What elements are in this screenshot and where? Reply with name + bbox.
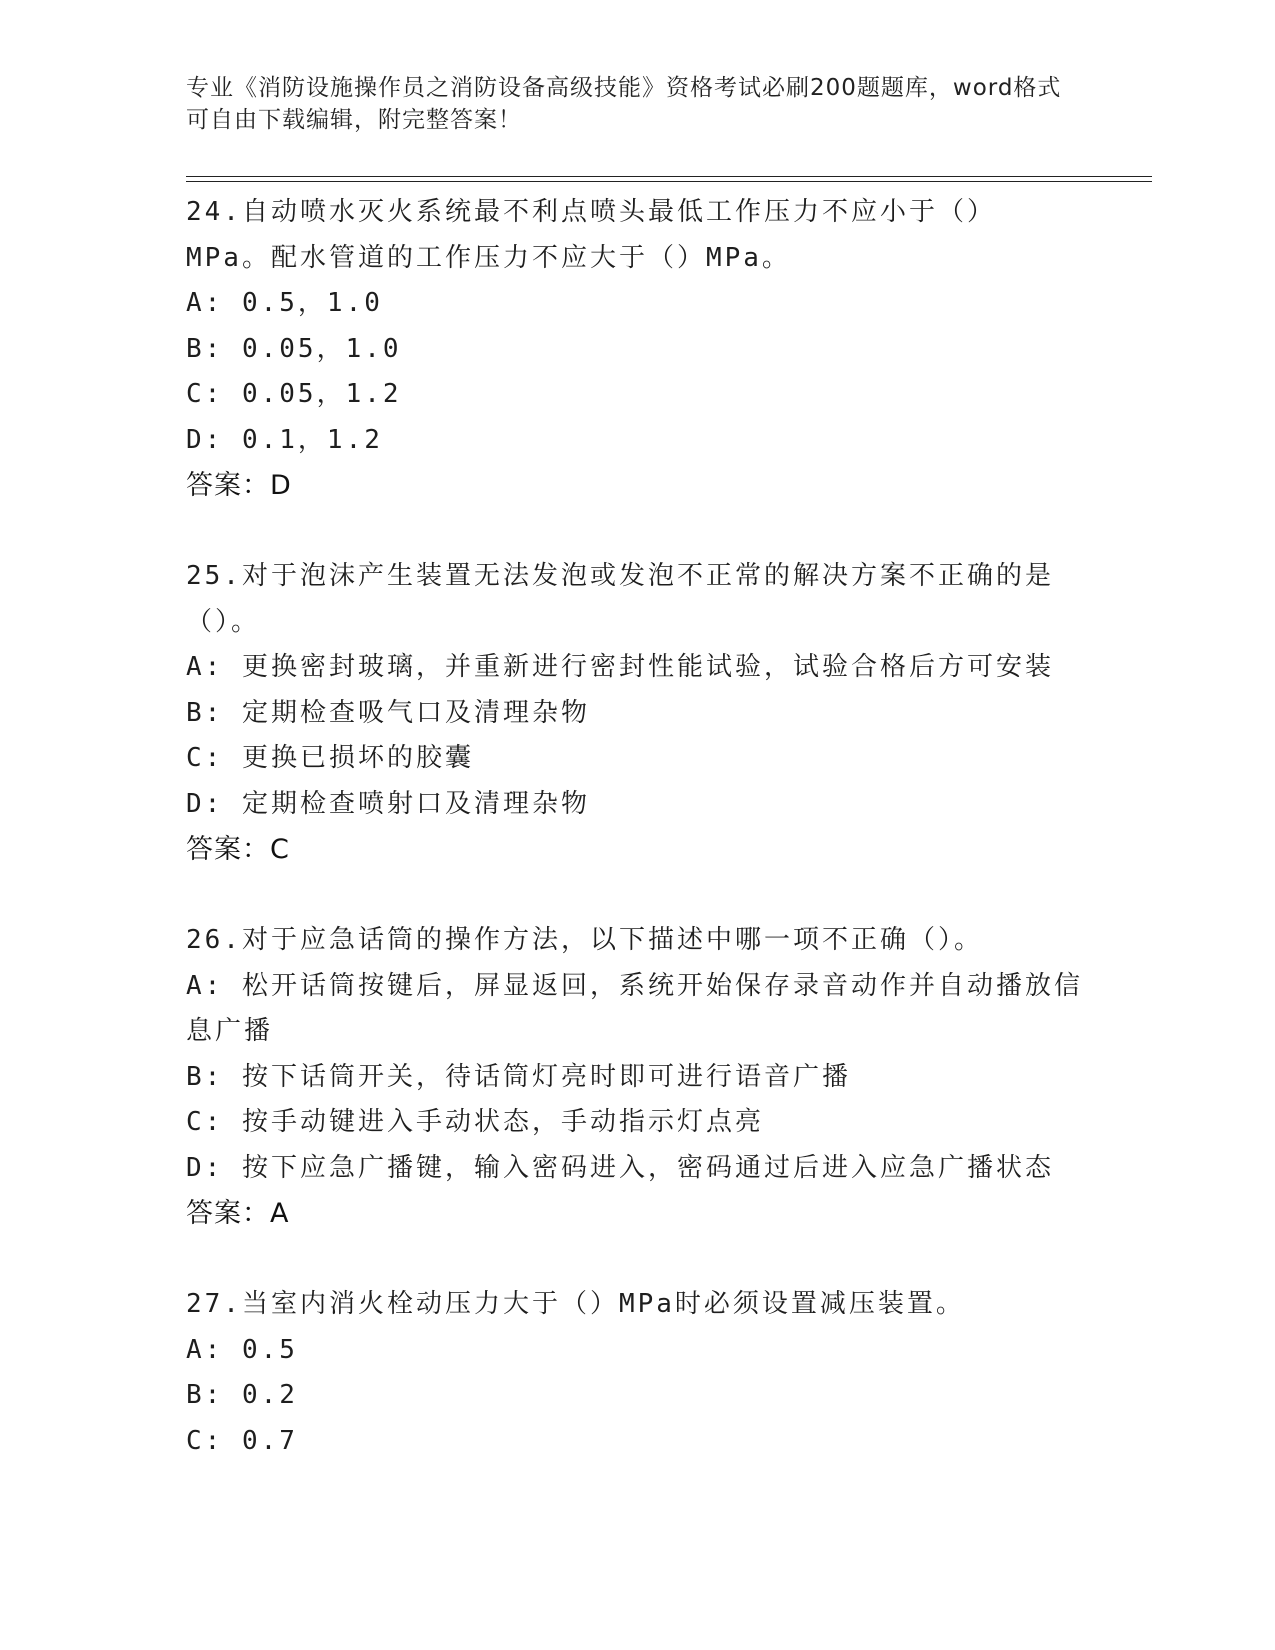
option-d: D: 0.1，1.2 (186, 424, 383, 455)
option-a: A: 更换密封玻璃，并重新进行密封性能试验，试验合格后方可安装 (186, 652, 1054, 682)
answer-label: 答案：D (186, 470, 292, 501)
header-rule-top (186, 176, 1152, 177)
question-stem: 24.自动喷水灭火系统最不利点喷头最低工作压力不应小于（）MPa。配水管道的工作压力不应大于（）MPa。 (186, 197, 996, 273)
question-list (186, 190, 1086, 1464)
question-25 (186, 554, 1086, 872)
answer-label: 答案：C (186, 834, 290, 865)
question-stem: 25.对于泡沫产生装置无法发泡或发泡不正常的解决方案不正确的是（）。 (186, 561, 1054, 637)
option-b: B: 按下话筒开关，待话筒灯亮时即可进行语音广播 (186, 1061, 851, 1092)
question-26 (186, 918, 1086, 1236)
option-c: C: 按手动键进入手动状态，手动指示灯点亮 (186, 1107, 764, 1137)
answer-label: 答案：A (186, 1198, 290, 1229)
option-a: A: 0.5，1.0 (186, 288, 383, 318)
option-d: D: 按下应急广播键，输入密码进入，密码通过后进入应急广播状态 (186, 1152, 1054, 1183)
question-stem: 27.当室内消火栓动压力大于（）MPa时必须设置减压装置。 (186, 1289, 965, 1319)
option-a: A: 0.5 (186, 1334, 298, 1365)
question-27 (186, 1282, 1086, 1464)
option-c: C: 0.05，1.2 (186, 379, 402, 409)
option-b: B: 0.2 (186, 1380, 298, 1410)
question-stem: 26.对于应急话筒的操作方法，以下描述中哪一项不正确（）。 (186, 925, 983, 955)
option-a: A: 松开话筒按键后，屏显返回，系统开始保存录音动作并自动播放信息广播 (186, 970, 1083, 1046)
document-header: 专业《消防设施操作员之消防设备高级技能》资格考试必刷200题题库，word格式可自由下载编辑，附完整答案！ (186, 75, 1062, 133)
option-b: B: 定期检查吸气口及清理杂物 (186, 697, 590, 728)
question-24 (186, 190, 1086, 508)
option-d: D: 定期检查喷射口及清理杂物 (186, 788, 590, 819)
header-rule-bottom (186, 181, 1152, 182)
option-b: B: 0.05，1.0 (186, 333, 402, 364)
option-c: C: 0.7 (186, 1425, 298, 1456)
option-c: C: 更换已损坏的胶囊 (186, 743, 474, 773)
